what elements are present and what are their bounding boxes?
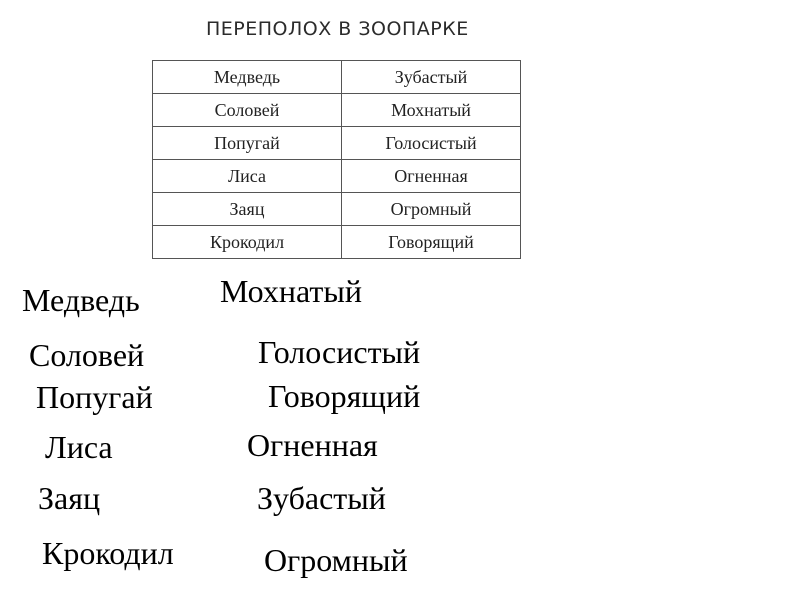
- table-cell-adjective: Голосистый: [342, 127, 521, 160]
- table-cell-adjective: Огромный: [342, 193, 521, 226]
- table-row: [153, 160, 521, 193]
- animal-adjective-table: [152, 60, 521, 259]
- table-cell-adjective: Говорящий: [342, 226, 521, 259]
- table-cell-adjective: Зубастый: [342, 61, 521, 94]
- table-row: [153, 226, 521, 259]
- table-cell-animal: Лиса: [153, 160, 342, 193]
- adjective-word-card[interactable]: Говорящий: [268, 378, 421, 414]
- table-row: [153, 94, 521, 127]
- animal-word-card[interactable]: Медведь: [22, 282, 140, 318]
- table-row: [153, 61, 521, 94]
- adjective-word-card[interactable]: Мохнатый: [220, 273, 362, 309]
- animal-word-card[interactable]: Соловей: [29, 337, 145, 373]
- table-cell-animal: Медведь: [153, 61, 342, 94]
- table-row: [153, 127, 521, 160]
- slide-title: ПЕРЕПОЛОХ В ЗООПАРКЕ: [206, 18, 469, 40]
- animal-word-card[interactable]: Заяц: [38, 480, 101, 516]
- animal-word-card[interactable]: Попугай: [36, 379, 153, 415]
- table-cell-animal: Крокодил: [153, 226, 342, 259]
- animal-word-card[interactable]: Крокодил: [42, 535, 174, 571]
- adjective-word-card[interactable]: Огромный: [264, 542, 408, 578]
- table-row: [153, 193, 521, 226]
- table-cell-animal: Заяц: [153, 193, 342, 226]
- adjective-word-card[interactable]: Голосистый: [258, 334, 421, 370]
- adjective-word-card[interactable]: Огненная: [247, 427, 378, 463]
- table-cell-animal: Соловей: [153, 94, 342, 127]
- table-cell-adjective: Огненная: [342, 160, 521, 193]
- table-cell-animal: Попугай: [153, 127, 342, 160]
- animal-word-card[interactable]: Лиса: [45, 429, 113, 465]
- adjective-word-card[interactable]: Зубастый: [257, 480, 386, 516]
- table-cell-adjective: Мохнатый: [342, 94, 521, 127]
